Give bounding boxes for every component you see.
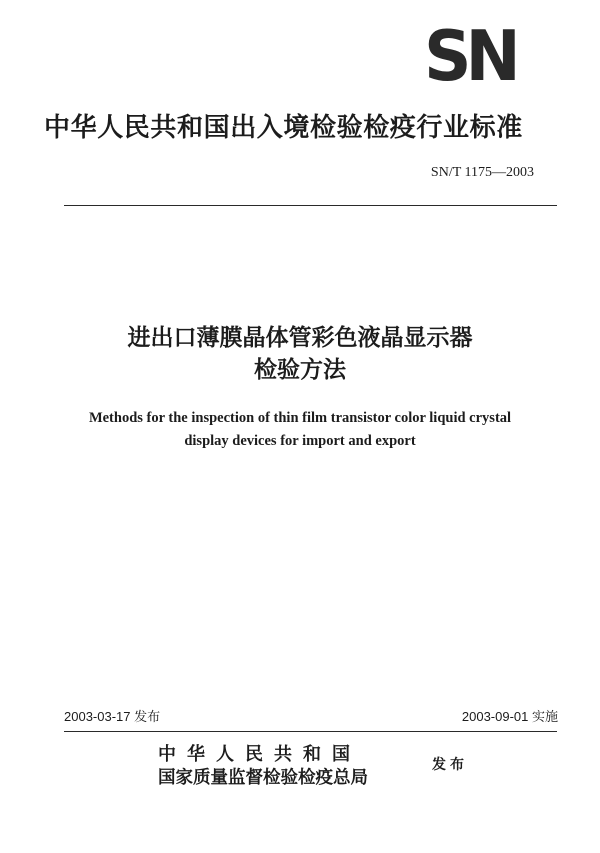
- publish-label: 发布: [432, 757, 468, 773]
- publisher-country: 中华人民共和国: [158, 744, 361, 765]
- publisher-agency: 国家质量监督检验检疫总局: [158, 768, 368, 788]
- implementation-date: 2003-09-01 实施: [461, 709, 558, 724]
- title-en-line1: Methods for the inspection of thin film transistor color liquid crystal: [88, 410, 512, 426]
- document-title-en: [0, 407, 600, 453]
- title-cn-line2: 检验方法: [254, 357, 346, 383]
- sn-logo-text: SN: [424, 15, 515, 97]
- sn-logo: [424, 15, 520, 97]
- top-divider: [64, 205, 557, 206]
- publisher-block: [158, 744, 428, 790]
- issue-date: 2003-03-17 发布: [64, 709, 161, 724]
- bottom-divider: [64, 731, 557, 732]
- title-en-line2: display devices for import and export: [184, 433, 416, 449]
- document-title-cn: [0, 322, 600, 386]
- title-cn-line1: 进出口薄膜晶体管彩色液晶显示器: [127, 325, 473, 351]
- standard-number: SN/T 1175—2003: [430, 165, 534, 180]
- standard-category: 中华人民共和国出入境检验检疫行业标准: [44, 113, 523, 143]
